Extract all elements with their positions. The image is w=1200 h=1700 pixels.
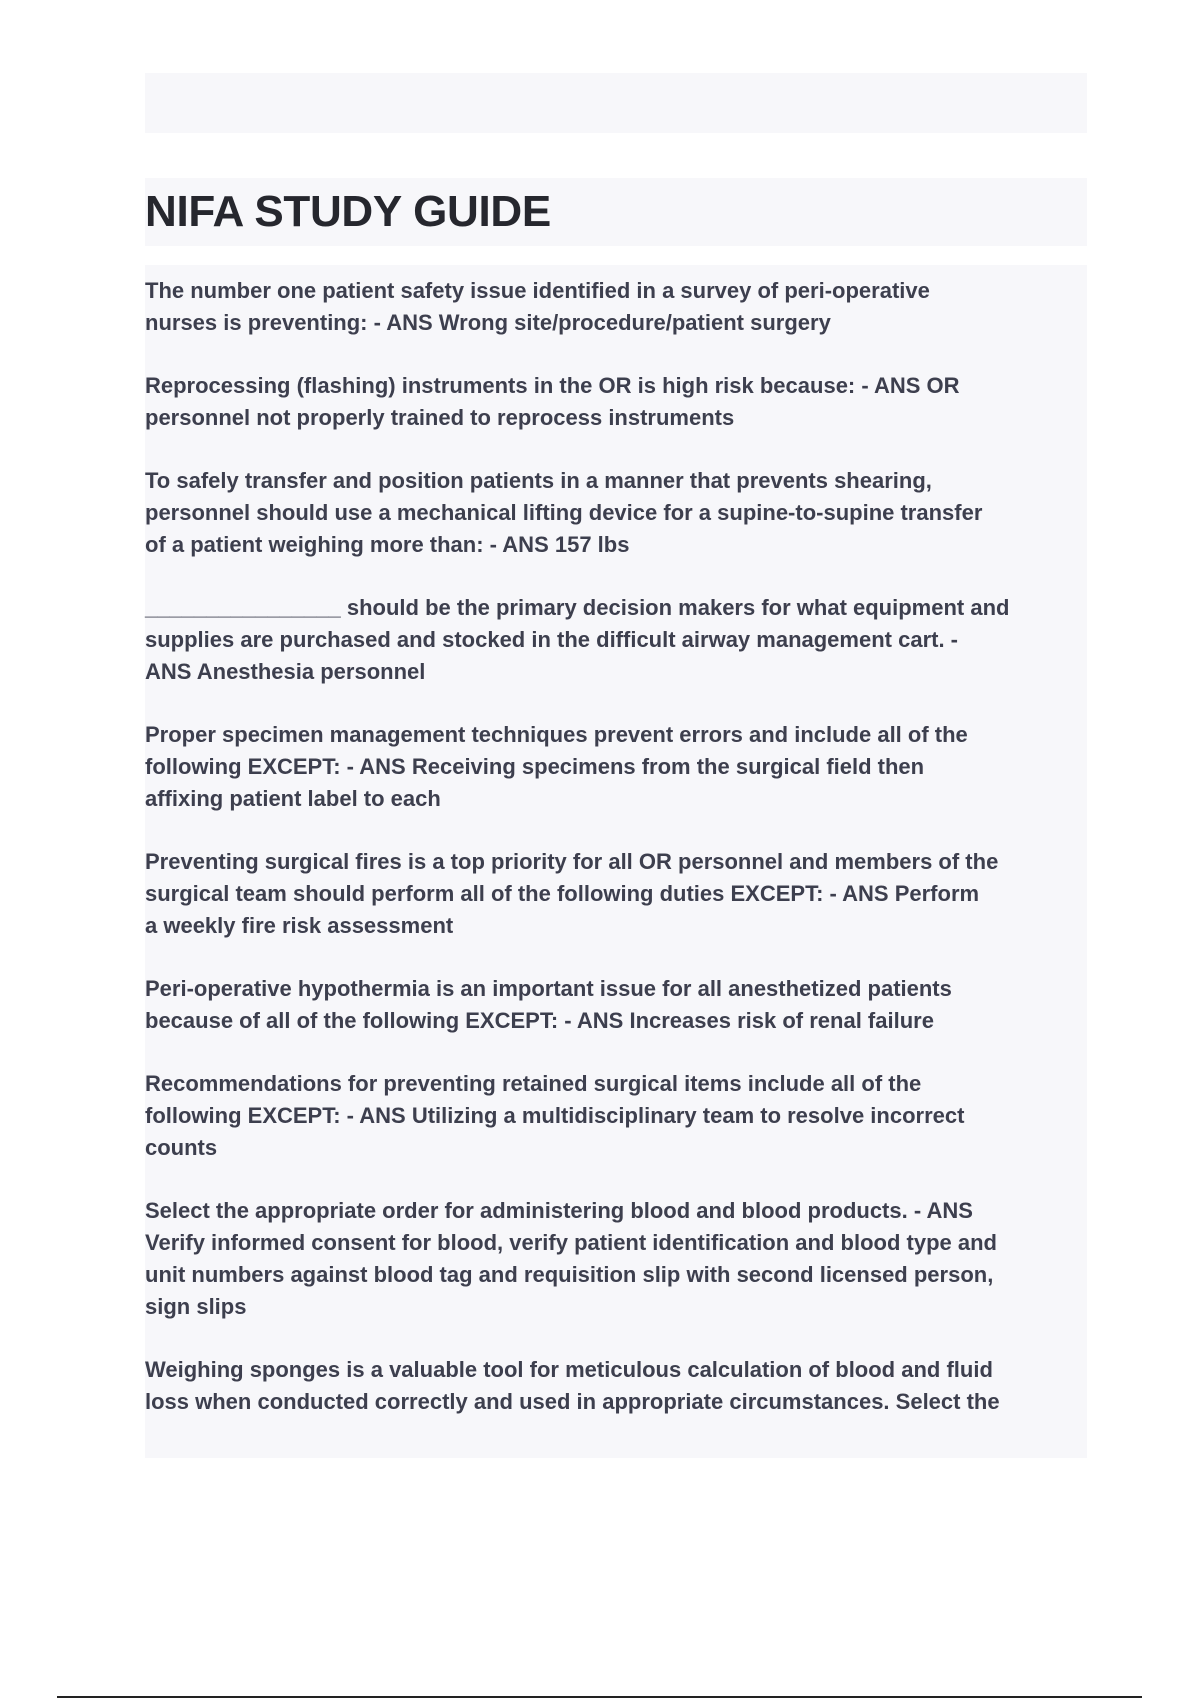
qa-item: Weighing sponges is a valuable tool for meticulous calculation of blood and fluid loss when conducted correctly and used in appropriate circumstances. Select the <box>145 1357 1000 1414</box>
footer-rule <box>57 1696 1142 1698</box>
qa-item: Peri-operative hypothermia is an important issue for all anesthetized patients because of all of the following EXCEPT: - ANS Increases risk of renal failure <box>145 976 952 1033</box>
qa-item: To safely transfer and position patients in a manner that prevents shearing, personnel should use a mechanical lifting device for a supine-to-supine transfer of a patient weighing more than: - ANS 157 lbs <box>145 468 983 557</box>
qa-item: Preventing surgical fires is a top priority for all OR personnel and members of the surgical team should perform all of the following duties EXCEPT: - ANS Perform a weekly fire risk assessment <box>145 849 999 938</box>
qa-item: Proper specimen management techniques prevent errors and include all of the following EXCEPT: - ANS Receiving specimens from the surgical field then affixing patient label to each <box>145 722 968 811</box>
qa-item: Select the appropriate order for administering blood and blood products. - ANS Verify informed consent for blood, verify patient identification and blood type and unit numbers against blood tag and requisition slip with second licensed person, sign slips <box>145 1198 997 1319</box>
qa-list <box>145 275 1090 1449</box>
qa-item: Reprocessing (flashing) instruments in the OR is high risk because: - ANS OR personnel not properly trained to reprocess instruments <box>145 373 960 430</box>
qa-item: The number one patient safety issue identified in a survey of peri-operative nurses is preventing: - ANS Wrong site/procedure/patient surgery <box>145 278 930 335</box>
document-title: NIFA STUDY GUIDE <box>145 187 551 236</box>
qa-item: ________________ should be the primary decision makers for what equipment and supplies are purchased and stocked in the difficult airway management cart. - ANS Anesthesia personnel <box>145 595 1010 684</box>
header-band <box>145 73 1087 133</box>
qa-item: Recommendations for preventing retained surgical items include all of the following EXCEPT: - ANS Utilizing a multidisciplinary team to resolve incorrect counts <box>145 1071 965 1160</box>
